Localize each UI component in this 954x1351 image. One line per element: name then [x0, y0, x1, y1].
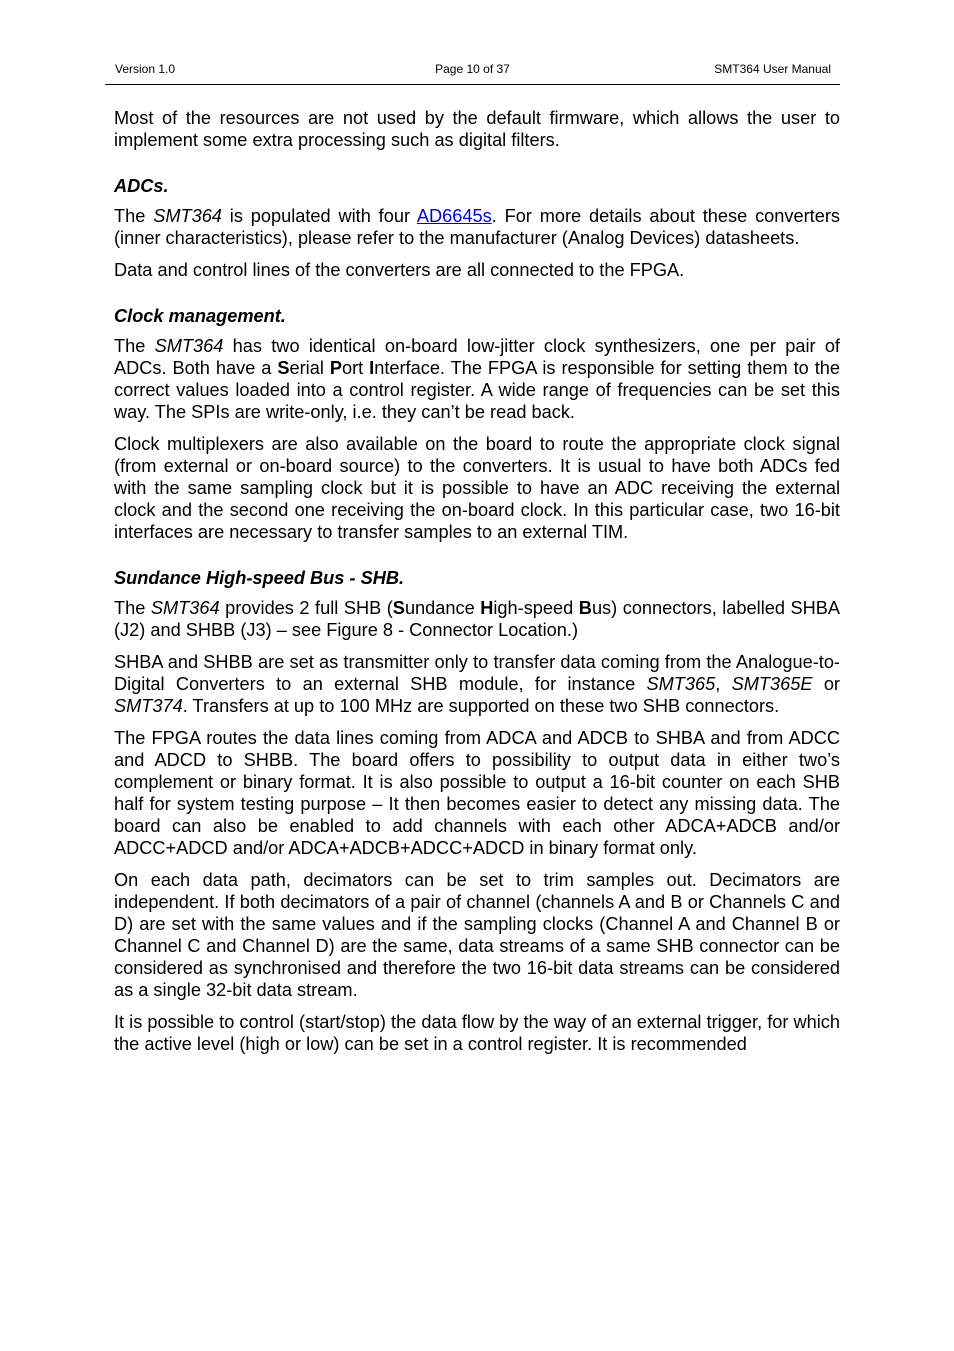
header-version: Version 1.0	[115, 62, 176, 76]
ad6645-link[interactable]: AD6645s	[416, 206, 492, 226]
page-header	[105, 62, 840, 85]
product-name: SMT364	[154, 336, 224, 356]
adcs-paragraph-1: The SMT364 is populated with four AD6645s. For more details about these converters (inner characteristics), please refer to the manufacturer (Analog Devices) datasheets.	[114, 206, 840, 248]
shb-paragraph-1: The SMT364 provides 2 full SHB (Sundance High-speed Bus) connectors, labelled SHBA (J2) and SHBB (J3) – see Figure 8 - Connector Location.)	[114, 598, 841, 640]
intro-paragraph: Most of the resources are not used by the default firmware, which allows the user to implement some extra processing such as digital filters.	[114, 108, 840, 150]
clock-paragraph-2: Clock multiplexers are also available on the board to route the appropriate clock signal (from external or on-board source) to the converters. It is usual to have both ADCs fed with the same sampling clock but it is possible to have an ADC receiving the external clock and the second one receiving the on-board clock. In this particular case, two 16-bit interfaces are necessary to transfer samples to an external TIM.	[114, 434, 840, 542]
shb-paragraph-2: SHBA and SHBB are set as transmitter only to transfer data coming from the Analogue-to-Digital Converters to an external SHB module, for instance SMT365, SMT365E or SMT374. Transfers at up to 100 MHz are supported on these two SHB connectors.	[114, 652, 840, 716]
page-body	[114, 107, 840, 1065]
shb-paragraph-3: The FPGA routes the data lines coming from ADCA and ADCB to SHBA and from ADCC and ADCD to SHBB. The board offers to possibility to output data in either two’s complement or binary format. It is also possible to output a 16-bit counter on each SHB half for system testing purpose – It then becomes easier to detect any missing data. The board can also be enabled to add channels with each other ADCA+ADCB and/or ADCC+ADCD and/or ADCA+ADCB+ADCC+ADCD in binary format only.	[114, 728, 840, 858]
shb-paragraph-4: On each data path, decimators can be set to trim samples out. Decimators are independent. If both decimators of a pair of channel (channels A and B or Channels C and D) are set with the same values and if the sampling clocks (Channel A and Channel B or Channel C and Channel D) are the same, data streams of a same SHB connector can be considered as synchronised and therefore the two 16-bit data streams can be considered as a single 32-bit data stream.	[114, 870, 840, 1000]
shb-paragraph-5: It is possible to control (start/stop) the data flow by the way of an external trigger, for which the active level (high or low) can be set in a control register. It is recommended	[114, 1012, 840, 1054]
header-document-title: SMT364 User Manual	[714, 62, 831, 76]
header-page-number: Page 10 of 37	[435, 62, 510, 76]
shb-heading: Sundance High-speed Bus - SHB.	[114, 568, 405, 588]
product-name: SMT364	[153, 206, 222, 226]
product-name: SMT364	[150, 598, 220, 618]
clock-paragraph-1: The SMT364 has two identical on-board low-jitter clock synthesizers, one per pair of ADCs. Both have a Serial Port Interface. The FPGA is responsible for setting them to the correct values loaded into a control register. A wide range of frequencies can be set this way. The SPIs are write-only, i.e. they can’t be read back.	[114, 336, 840, 422]
clock-heading: Clock management.	[114, 306, 286, 326]
adcs-heading: ADCs.	[114, 176, 169, 196]
adcs-paragraph-2: Data and control lines of the converters are all connected to the FPGA.	[114, 260, 685, 280]
